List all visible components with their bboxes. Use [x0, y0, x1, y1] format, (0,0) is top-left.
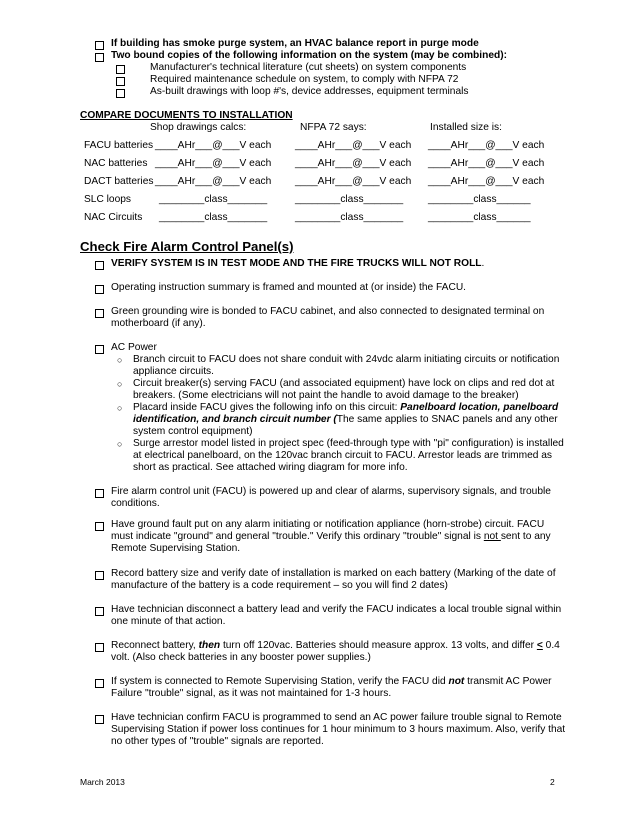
ac-bullet-4-line2: at electrical panelboard, on the 120vac branch circuit to FACU. Arrestor leads are trimmed as [133, 450, 553, 461]
checkbox[interactable] [95, 643, 104, 652]
footer-date: March 2013 [80, 777, 125, 787]
ac-bullet-1-line1: Branch circuit to FACU does not share conduit with 24vdc alarm initiating circuits or notification [133, 354, 560, 365]
field-installed[interactable]: ____AHr___@___V each [428, 176, 545, 187]
sub-item-literature: Manufacturer's technical literature (cut sheets) on system components [150, 62, 467, 73]
item-ground-fault-line3: Remote Supervising Station. [111, 543, 241, 554]
item-disconnect-line1: Have technician disconnect a battery lead and verify the FACU indicates a local trouble signal within [111, 604, 562, 615]
field-nfpa[interactable]: ____AHr___@___V each [295, 176, 412, 187]
item-confirm-line3: no other types of "trouble" signals are reported. [111, 736, 324, 747]
item-instruction-summary: Operating instruction summary is framed and mounted at (or inside) the FACU. [111, 282, 467, 293]
field-installed[interactable]: ________class______ [428, 212, 531, 223]
row-label: NAC batteries [84, 158, 148, 169]
ac-bullet-3-line2: identification, and branch circuit number (The same applies to SNAC panels and any other [133, 414, 558, 425]
field-shop[interactable]: ________class_______ [159, 194, 268, 205]
item-confirm-line2: Supervising Station if power loss continues for 1 hour minimum to 3 hours maximum. Also, verify that [111, 724, 566, 735]
bullet-circle-icon: ○ [117, 379, 123, 389]
checkbox[interactable] [116, 77, 125, 86]
ac-bullet-2-line1: Circuit breaker(s) serving FACU (and associated equipment) have lock on clips and red dot at [133, 378, 555, 389]
item-facu-powered-line2: conditions. [111, 498, 160, 509]
row-label: NAC Circuits [84, 212, 143, 223]
bullet-circle-icon: ○ [117, 355, 123, 365]
footer-page-number: 2 [550, 777, 555, 787]
item-facu-powered-line1: Fire alarm control unit (FACU) is powered up and clear of alarms, supervisory signals, and trouble [111, 486, 551, 497]
item-grounding-line1: Green grounding wire is bonded to FACU cabinet, and also connected to designated terminal on [111, 306, 545, 317]
bullet-circle-icon: ○ [117, 439, 123, 449]
field-nfpa[interactable]: ____AHr___@___V each [295, 158, 412, 169]
checkbox[interactable] [95, 679, 104, 688]
field-nfpa[interactable]: ________class_______ [295, 212, 404, 223]
checkbox[interactable] [116, 89, 125, 98]
ac-bullet-4-line3: short as practical. See attached wiring diagram for more info. [133, 462, 408, 473]
ac-bullet-3-line3: system control equipment) [133, 426, 253, 437]
field-installed[interactable]: ____AHr___@___V each [428, 158, 545, 169]
row-label: DACT batteries [84, 176, 154, 187]
checkbox[interactable] [95, 41, 104, 50]
item-ground-fault-line1: Have ground fault put on any alarm initiating or notification appliance (horn-strobe) circuit. FACU [111, 519, 545, 530]
checkbox[interactable] [95, 489, 104, 498]
row-label: FACU batteries [84, 140, 154, 151]
bullet-circle-icon: ○ [117, 403, 123, 413]
checkbox[interactable] [95, 53, 104, 62]
field-shop[interactable]: ____AHr___@___V each [155, 176, 272, 187]
item-verify-test-mode: VERIFY SYSTEM IS IN TEST MODE AND THE FIRE TRUCKS WILL NOT ROLL. [111, 258, 485, 269]
item-reconnect-line2: volt. (Also check batteries in any booster power supplies.) [111, 652, 371, 663]
checkbox[interactable] [95, 261, 104, 270]
checkbox[interactable] [95, 285, 104, 294]
checkbox[interactable] [95, 715, 104, 724]
checkbox[interactable] [95, 309, 104, 318]
section-title-compare: COMPARE DOCUMENTS TO INSTALLATION [80, 110, 293, 121]
item-ac-power: AC Power [111, 342, 157, 353]
field-shop[interactable]: ________class_______ [159, 212, 268, 223]
checkbox[interactable] [95, 522, 104, 531]
item-reconnect-line1: Reconnect battery, then turn off 120vac. Batteries should measure approx. 13 volts, and differ < 0.4 [111, 640, 560, 651]
sub-item-maintenance: Required maintenance schedule on system, to comply with NFPA 72 [150, 74, 459, 85]
ac-bullet-3-line1: Placard inside FACU gives the following info on this circuit: Panelboard location, panelboard [133, 402, 559, 413]
ac-bullet-2-line2: breakers. (Some electricians will not paint the handle to avoid damage to the breaker) [133, 390, 519, 401]
column-header-installed: Installed size is: [430, 122, 502, 133]
item-smoke-purge: If building has smoke purge system, an HVAC balance report in purge mode [111, 38, 479, 49]
column-header-nfpa: NFPA 72 says: [300, 122, 367, 133]
checkbox[interactable] [95, 345, 104, 354]
checkbox[interactable] [116, 65, 125, 74]
sub-item-as-built: As-built drawings with loop #'s, device addresses, equipment terminals [150, 86, 469, 97]
field-nfpa[interactable]: ________class_______ [295, 194, 404, 205]
ac-bullet-1-line2: appliance circuits. [133, 366, 214, 377]
field-installed[interactable]: ____AHr___@___V each [428, 140, 545, 151]
ac-bullet-4-line1: Surge arrestor model listed in project spec (feed-through type with "pi" configuration) is installed [133, 438, 564, 449]
field-shop[interactable]: ____AHr___@___V each [155, 158, 272, 169]
column-header-shop: Shop drawings calcs: [150, 122, 247, 133]
item-ground-fault-line2: must indicate "ground" and general "trouble." Verify this ordinary "trouble" signal is not sent to any [111, 531, 551, 542]
item-confirm-line1: Have technician confirm FACU is programmed to send an AC power failure trouble signal to Remote [111, 712, 562, 723]
item-grounding-line2: motherboard (if any). [111, 318, 206, 329]
item-bound-copies: Two bound copies of the following information on the system (may be combined): [111, 50, 507, 61]
field-installed[interactable]: ________class______ [428, 194, 531, 205]
field-nfpa[interactable]: ____AHr___@___V each [295, 140, 412, 151]
item-record-battery-line1: Record battery size and verify date of installation is marked on each battery (Marking of the date of [111, 568, 556, 579]
field-shop[interactable]: ____AHr___@___V each [155, 140, 272, 151]
item-disconnect-line2: one minute of that action. [111, 616, 226, 627]
item-remote-station-line1: If system is connected to Remote Supervising Station, verify the FACU did not transmit AC Power [111, 676, 552, 687]
item-record-battery-line2: manufacture of the battery is a code requirement – so you will find 2 dates) [111, 580, 448, 591]
item-remote-station-line2: Failure "trouble" signal, as it was not maintained for 1-3 hours. [111, 688, 392, 699]
section-heading-panel: Check Fire Alarm Control Panel(s) [80, 239, 294, 254]
checkbox[interactable] [95, 571, 104, 580]
row-label: SLC loops [84, 194, 132, 205]
checkbox[interactable] [95, 607, 104, 616]
